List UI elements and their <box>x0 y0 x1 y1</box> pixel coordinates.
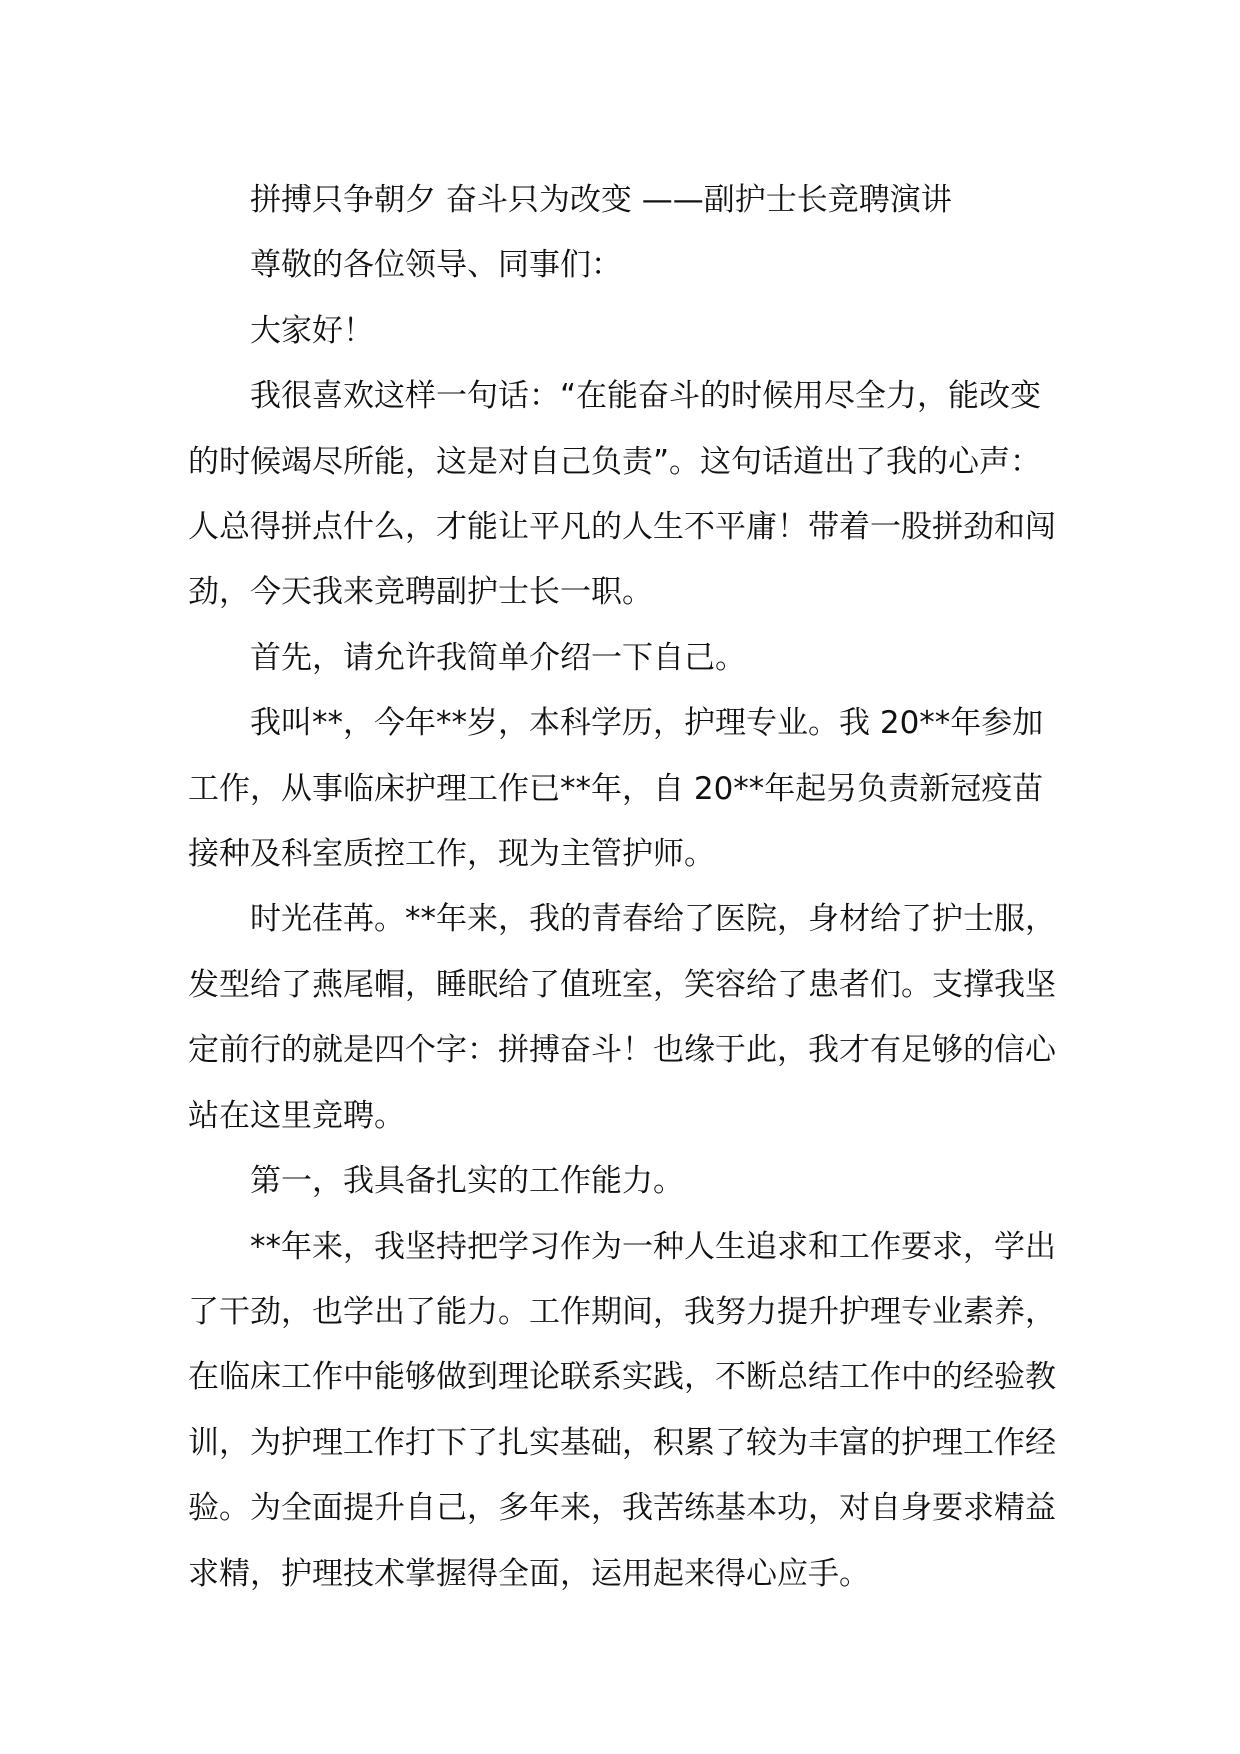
document-title: 拼搏只争朝夕 奋斗只为改变 ——副护士长竞聘演讲 <box>250 182 952 218</box>
paragraph: 我叫**，今年**岁，本科学历，护理专业。我 20**年参加工作，从事临床护理工作已**年，自 20**年起另负责新冠疫苗接种及科室质控工作，现为主管护师。 <box>188 705 1044 873</box>
paragraph: 时光荏苒。**年来，我的青春给了医院，身材给了护士服，发型给了燕尾帽，睡眠给了值班室，笑容给了患者们。支撑我坚定前行的就是四个字：拼搏奋斗！也缘于此，我才有足够的信心站在这里竞聘。 <box>188 901 1056 1134</box>
paragraph: 第一，我具备扎实的工作能力。 <box>250 1163 684 1200</box>
salutation: 尊敬的各位领导、同事们： <box>250 247 622 284</box>
greeting: 大家好！ <box>250 312 374 349</box>
paragraph: **年来，我坚持把学习作为一种人生追求和工作要求，学出了干劲，也学出了能力。工作期间，我努力提升护理专业素养，在临床工作中能够做到理论联系实践，不断总结工作中的经验教训，为护理工作打下了扎实基础，积累了较为丰富的护理工作经验。为全面提升自己，多年来，我苦练基本功，对自身要求精益求精，护理技术掌握得全面，运用起来得心应手。 <box>188 1228 1056 1592</box>
document-body <box>188 168 1068 1607</box>
paragraph: 首先，请允许我简单介绍一下自己。 <box>250 639 746 676</box>
paragraph: 我很喜欢这样一句话：“在能奋斗的时候用尽全力，能改变的时候竭尽所能，这是对自己负责”。这句话道出了我的心声：人总得拼点什么，才能让平凡的人生不平庸！带着一股拼劲和闯劲，今天我来竞聘副护士长一职。 <box>188 378 1056 611</box>
